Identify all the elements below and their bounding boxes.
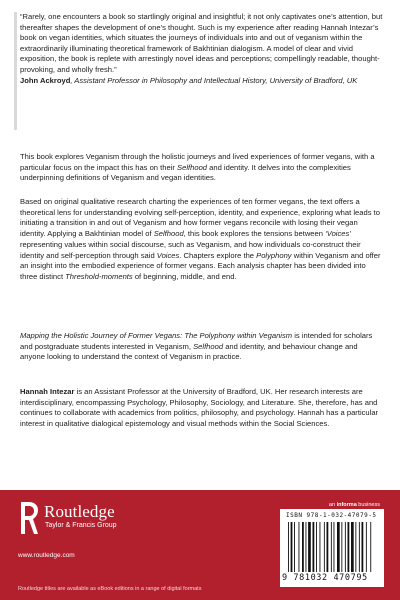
description-paragraph-2 xyxy=(20,197,382,283)
p2-text-a: Based on original qualitative research charting the experiences of ten former vegans, the text offers a theoretical lens for understanding evolving self-perception, identity, and experience, exploring what leads to initiating a transition in and out of Veganism and how former vegans reconcile with losing their vegan identity. Applying a Bakhtinian model of xyxy=(20,197,380,239)
p3-book-title: Mapping the Holistic Journey of Former Vegans: The Polyphony within Veganism xyxy=(20,331,293,340)
p2-em-2: ‘Voices’ xyxy=(325,229,351,239)
routledge-mark-icon xyxy=(18,500,40,536)
publisher-group: Taylor & Francis Group xyxy=(45,522,117,529)
p2-text-b: , this book explores the tensions between xyxy=(183,229,326,239)
p1-text-a: This book explores Veganism through the holistic journeys and lived experiences of former vegans, with a particular focus on the impact this has on their xyxy=(20,152,375,172)
p2-em-4: Polyphony xyxy=(256,250,292,260)
publisher-name: Routledge xyxy=(44,502,115,521)
author-bio-text: is an Assistant Professor at the University of Bradford, UK. Her research interests are interdisciplinary, encompassing Psychology, Philosophy, Sociology, and Literature. She, therefore, has and continues to collaborate with academics from politics, philosophy, and psychology. Hannah has a particular interest in qualitative dialogical epistemology and visual methods within the Social Sciences. xyxy=(20,387,379,429)
p3-text-b: and identity, and behaviour change and anyone looking to understand the context of Veganism in practice. xyxy=(20,341,358,362)
p2-em-1: Selfhood xyxy=(153,229,184,239)
barcode-panel xyxy=(280,509,384,587)
endorsement-quote: “Rarely, one encounters a book so startlingly original and insightful; it not only captivates one’s attention, but thereafter shapes the development of one’s thought. Such is my experience after reading Hannah Intezar’s book on vegan identities, which situates the journeys of individuals into and out of veganism within the extraordinarily illuminating theoretical framework of Bakhtinian dialogism. A model of clear and vivid exposition, the book is replete with arrestingly novel ideas and perceptions; compellingly readable, thought-provoking, and wholly fresh.” xyxy=(20,12,383,74)
author-bio-paragraph xyxy=(20,387,382,430)
barcode-digits: 9 781032 470795 xyxy=(282,573,368,583)
p3-em: Selfhood xyxy=(193,341,224,351)
p2-em-5: Threshold-moments xyxy=(65,271,133,281)
informa-suffix: business xyxy=(356,502,380,508)
informa-prefix: an xyxy=(328,502,337,508)
audience-paragraph xyxy=(20,331,382,363)
endorsement-affiliation: , Assistant Professor in Philosophy and Intellectual History, University of Bradford, UK xyxy=(70,75,358,85)
informa-tagline xyxy=(329,502,380,508)
p3-text-a: is intended for scholars and postgraduate students interested in Veganism, xyxy=(20,331,373,351)
quote-accent-bar xyxy=(14,12,17,130)
publisher-website: www.routledge.com xyxy=(18,552,75,559)
publisher-footer xyxy=(0,490,400,600)
endorsement-block xyxy=(20,12,384,86)
barcode-icon xyxy=(288,522,376,572)
informa-bold: informa xyxy=(336,502,357,508)
p2-text-e: within Veganism and offer an insight into the embodied experience of former vegans. Each analysis chapter has been divided into three distinct xyxy=(20,250,381,281)
routledge-logo xyxy=(18,500,218,560)
endorsement-author: John Ackroyd xyxy=(20,75,71,85)
author-name: Hannah Intezar xyxy=(20,387,75,396)
ebook-note: Routledge titles are available as eBook editions in a range of digital formats xyxy=(18,586,202,592)
p2-em-3: Voices xyxy=(156,250,180,260)
p1-text-b: and identity. It delves into the complexities underpinning definitions of Veganism and vegan identities. xyxy=(20,162,351,183)
p2-text-f: of beginning, middle, and end. xyxy=(132,271,237,281)
isbn-label: ISBN 978-1-032-47079-5 xyxy=(286,512,377,519)
p2-text-d: . Chapters explore the xyxy=(179,250,257,260)
p2-text-c: representing values within social discourse, such as Veganism, and how individuals co-construct their identity and self-perception through said xyxy=(20,239,361,260)
description-paragraph-1 xyxy=(20,152,382,184)
p1-em: Selfhood xyxy=(177,162,208,172)
